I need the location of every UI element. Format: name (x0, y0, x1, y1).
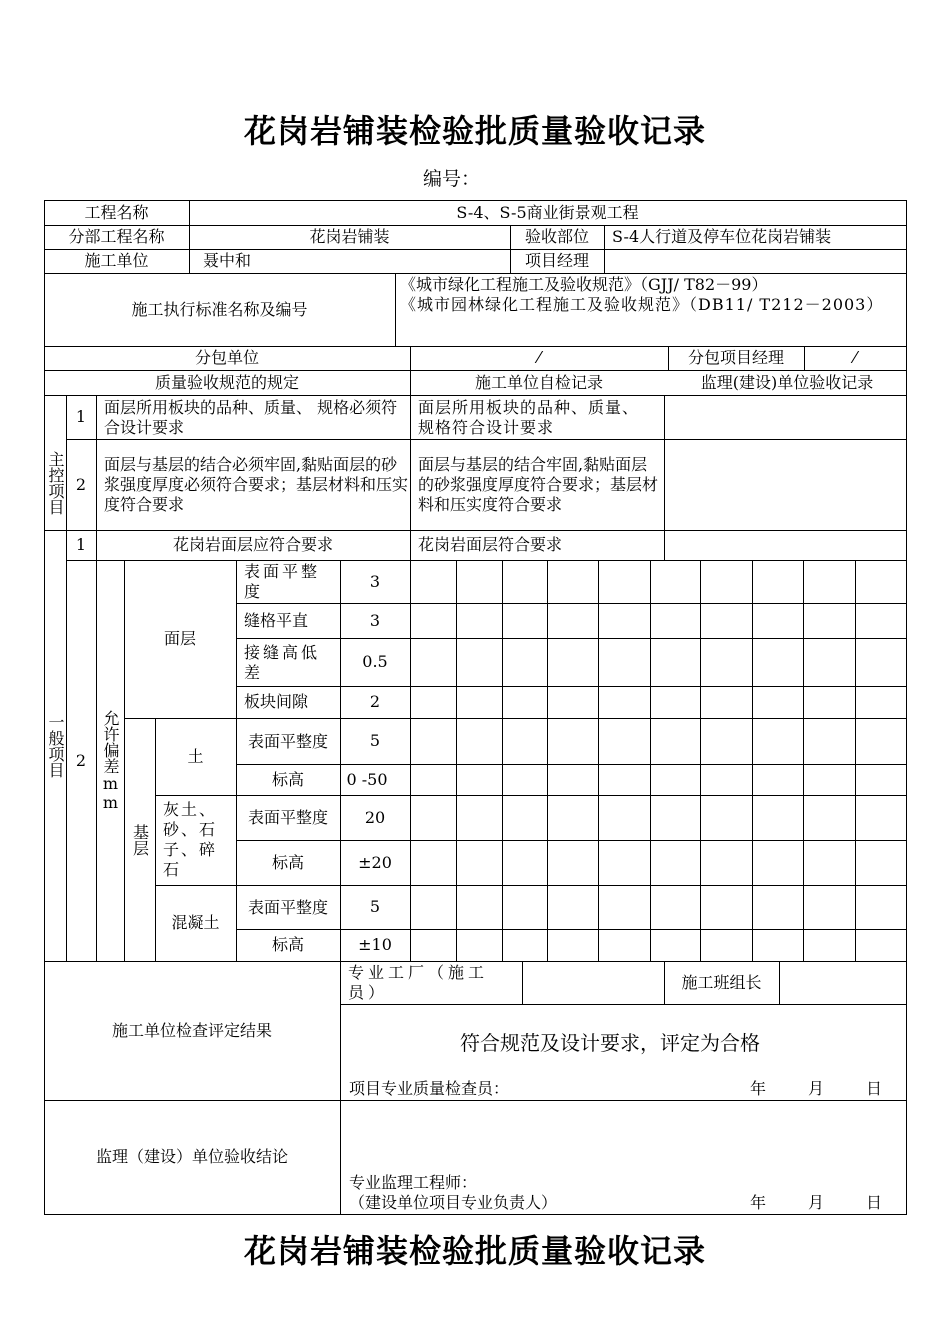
specialist-label: 专业工厂（施工员） (348, 963, 489, 1002)
document-title-repeat: 花岗岩铺装检验批质量验收记录 (243, 1232, 706, 1270)
surface-row-3-value: 0.5 (362, 652, 388, 671)
concrete-row-2-value: ±10 (358, 935, 392, 954)
surface-row-1-name: 表面平整度 (244, 562, 321, 601)
surface-row-4-name: 板块间隙 (244, 692, 309, 711)
surface-row-1-value: 3 (369, 571, 381, 591)
main-control-label (44, 395, 66, 530)
main-item-1-spec: 面层所用板块的品种、质量、 规格必须符合设计要求 (104, 398, 398, 437)
month-label-1: 月 (808, 1079, 825, 1098)
general-text: 一般项目 (46, 713, 65, 778)
column-spec: 质量验收规范的规定 (154, 372, 299, 392)
concrete-row-1-name: 表面平整度 (247, 897, 328, 917)
lime-row-1-value: 20 (364, 807, 386, 827)
supervision-conclusion-label: 监理（建设）单位验收结论 (95, 1147, 288, 1166)
general-item-1-spec: 花岗岩面层应符合要求 (172, 535, 333, 554)
main-item-1-record: 面层所用板块的品种、质量、 规格符合设计要求 (418, 398, 640, 437)
soil-row-2-value: 0 -50 (346, 769, 388, 789)
day-label-2: 日 (866, 1193, 883, 1212)
engineer-label: 专业监理工程师： (349, 1173, 478, 1192)
accept-part: S-4人行道及停车位花岗岩铺装 (612, 227, 832, 246)
surface-row-2-name: 缝格平直 (244, 610, 309, 630)
surface-row-2-value: 3 (369, 610, 381, 630)
standard-label: 施工执行标准名称及编号 (131, 299, 308, 319)
concrete-row-1-value: 5 (369, 897, 381, 916)
lime-row-2-name: 标高 (271, 852, 304, 872)
lime-row-2-value: ±20 (358, 852, 392, 872)
subcontract-label: 分包单位 (194, 348, 259, 367)
base-text: 基层 (130, 823, 150, 856)
project-name: S-4、S-5商业街景观工程 (456, 202, 639, 222)
year-label-1: 年 (750, 1079, 767, 1098)
document-title: 花岗岩铺装检验批质量验收记录 (243, 112, 706, 150)
subcontract-manager: ⁄ (853, 348, 857, 367)
project-manager-label: 项目经理 (524, 251, 589, 270)
main-item-2-record: 面层与基层的结合牢固,黏贴面层的砂浆强度厚度符合要求；基层材料和压实度符合要求 (418, 455, 659, 514)
lime-row-1-name: 表面平整度 (247, 808, 328, 827)
general-item-1-record: 花岗岩面层符合要求 (418, 535, 563, 554)
number-label: 编号： (423, 168, 481, 190)
general-item-1-no: 1 (75, 535, 87, 554)
deviation-text: 允许偏差mm (101, 709, 120, 812)
surface-row-3-name: 接缝高低差 (244, 642, 321, 682)
day-label-1: 日 (866, 1079, 883, 1098)
sub-project: 花岗岩铺装 (309, 227, 390, 246)
year-label-2: 年 (750, 1193, 767, 1212)
month-label-2: 月 (808, 1193, 825, 1212)
project-name-label: 工程名称 (84, 202, 149, 222)
main-item-2-spec: 面层与基层的结合必须牢固,黏贴面层的砂浆强度厚度必须符合要求；基层材料和压实度符合要求 (104, 455, 408, 514)
standard-line-1: 《城市绿化工程施工及验收规范》（GJJ/ T82－99） (400, 275, 768, 294)
surface-row-4-value: 2 (369, 692, 381, 711)
general-label (44, 530, 66, 961)
accept-part-label: 验收部位 (524, 227, 589, 246)
owner-label: （建设单位项目专业负责人） (349, 1193, 558, 1212)
column-supervision: 监理(建设)单位验收记录 (700, 372, 874, 392)
concrete-row-2-name: 标高 (271, 935, 304, 954)
subcontract: ⁄ (537, 348, 541, 367)
deviation-label (96, 560, 124, 961)
general-item-2-no: 2 (75, 750, 87, 770)
concrete-label: 混凝土 (171, 913, 220, 932)
main-item-2-no: 2 (75, 474, 87, 494)
soil-row-1-value: 5 (369, 731, 381, 750)
subcontract-manager-label: 分包项目经理 (687, 348, 784, 367)
base-label (124, 718, 155, 961)
lime-label: 灰土、砂、石子、碎石 (163, 800, 218, 879)
surface-label: 面层 (163, 629, 196, 648)
construction-unit: 聂中和 (203, 251, 252, 270)
project-manager (608, 249, 906, 273)
main-item-1-no: 1 (75, 407, 87, 426)
standard-line-2: 《城市园林绿化工程施工及验收规范》（DB11/ T212－2003） (400, 295, 884, 314)
standard-content (400, 275, 904, 345)
soil-row-2-name: 标高 (271, 769, 304, 789)
sub-project-label: 分部工程名称 (68, 227, 165, 246)
main-control-text: 主控项目 (46, 450, 65, 515)
construction-result-label: 施工单位检查评定结果 (111, 1020, 272, 1040)
soil-row-1-name: 表面平整度 (247, 731, 328, 751)
inspector-label: 项目专业质量检查员： (349, 1079, 510, 1098)
column-self-check: 施工单位自检记录 (474, 372, 603, 392)
conclusion-text: 符合规范及设计要求，评定为合格 (460, 1031, 760, 1055)
team-leader-label: 施工班组长 (681, 972, 762, 992)
construction-unit-label: 施工单位 (84, 251, 149, 270)
soil-label: 土 (187, 746, 204, 766)
